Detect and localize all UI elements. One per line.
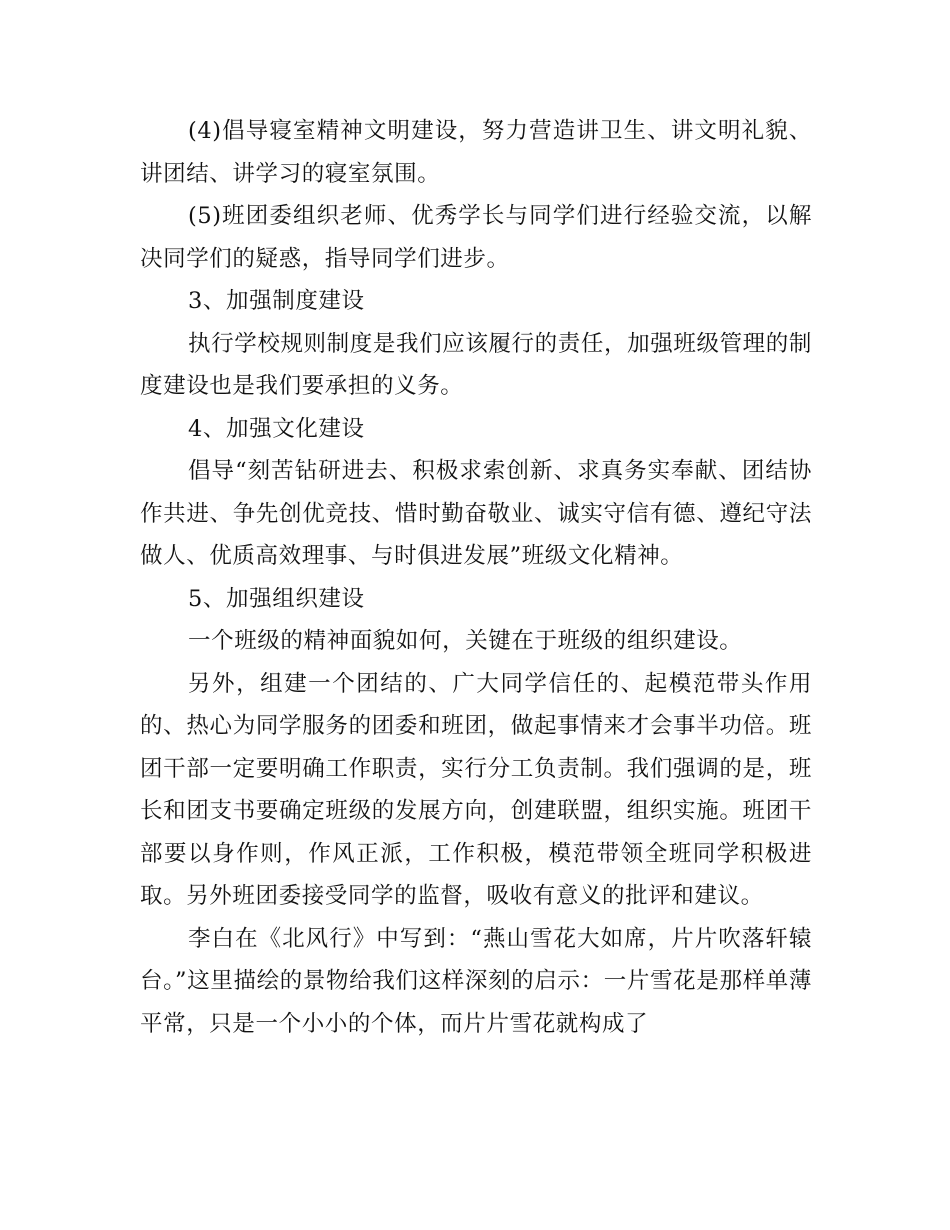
document-page	[140, 110, 812, 1045]
heading-culture-building: 4、加强文化建设	[188, 415, 365, 442]
paragraph-experience-exchange: (5)班团委组织老师、优秀学长与同学们进行经验交流，以解决同学们的疑惑，指导同学们进步。	[140, 203, 812, 272]
paragraph-dorm-culture: (4)倡导寝室精神文明建设，努力营造讲卫生、讲文明礼貌、讲团结、讲学习的寝室氛围。	[140, 118, 812, 187]
paragraph-culture-building: 倡导“刻苦钻研进去、积极求索创新、求真务实奉献、团结协作共进、争先创优竞技、惜时勤奋敬业、诚实守信有德、遵纪守法做人、优质高效理事、与时俱进发展”班级文化精神。	[140, 458, 812, 569]
heading-system-building: 3、加强制度建设	[188, 288, 365, 314]
paragraph-libai-quote: 李白在《北风行》中写到：“燕山雪花大如席，片片吹落轩辕台。”这里描绘的景物给我们这样深刻的启示：一片雪花是那样单薄平常，只是一个小小的个体，而片片雪花就构成了	[140, 925, 812, 1037]
paragraph-class-committee: 另外，组建一个团结的、广大同学信任的、起模范带头作用的、热心为同学服务的团委和班团，做起事情来才会事半功倍。班团干部一定要明确工作职责，实行分工负责制。我们强调的是，班长和团支书要确定班级的发展方向，创建联盟，组织实施。班团干部要以身作则，作风正派，工作积极，模范带领全班同学积极进取。另外班团委接受同学的监督，吸收有意义的批评和建议。	[140, 670, 812, 909]
heading-organization-building: 5、加强组织建设	[188, 585, 365, 612]
paragraph-system-building: 执行学校规则制度是我们应该履行的责任，加强班级管理的制度建设也是我们要承担的义务。	[140, 330, 812, 399]
paragraph-organization-key: 一个班级的精神面貌如何，关键在于班级的组织建设。	[188, 628, 743, 654]
